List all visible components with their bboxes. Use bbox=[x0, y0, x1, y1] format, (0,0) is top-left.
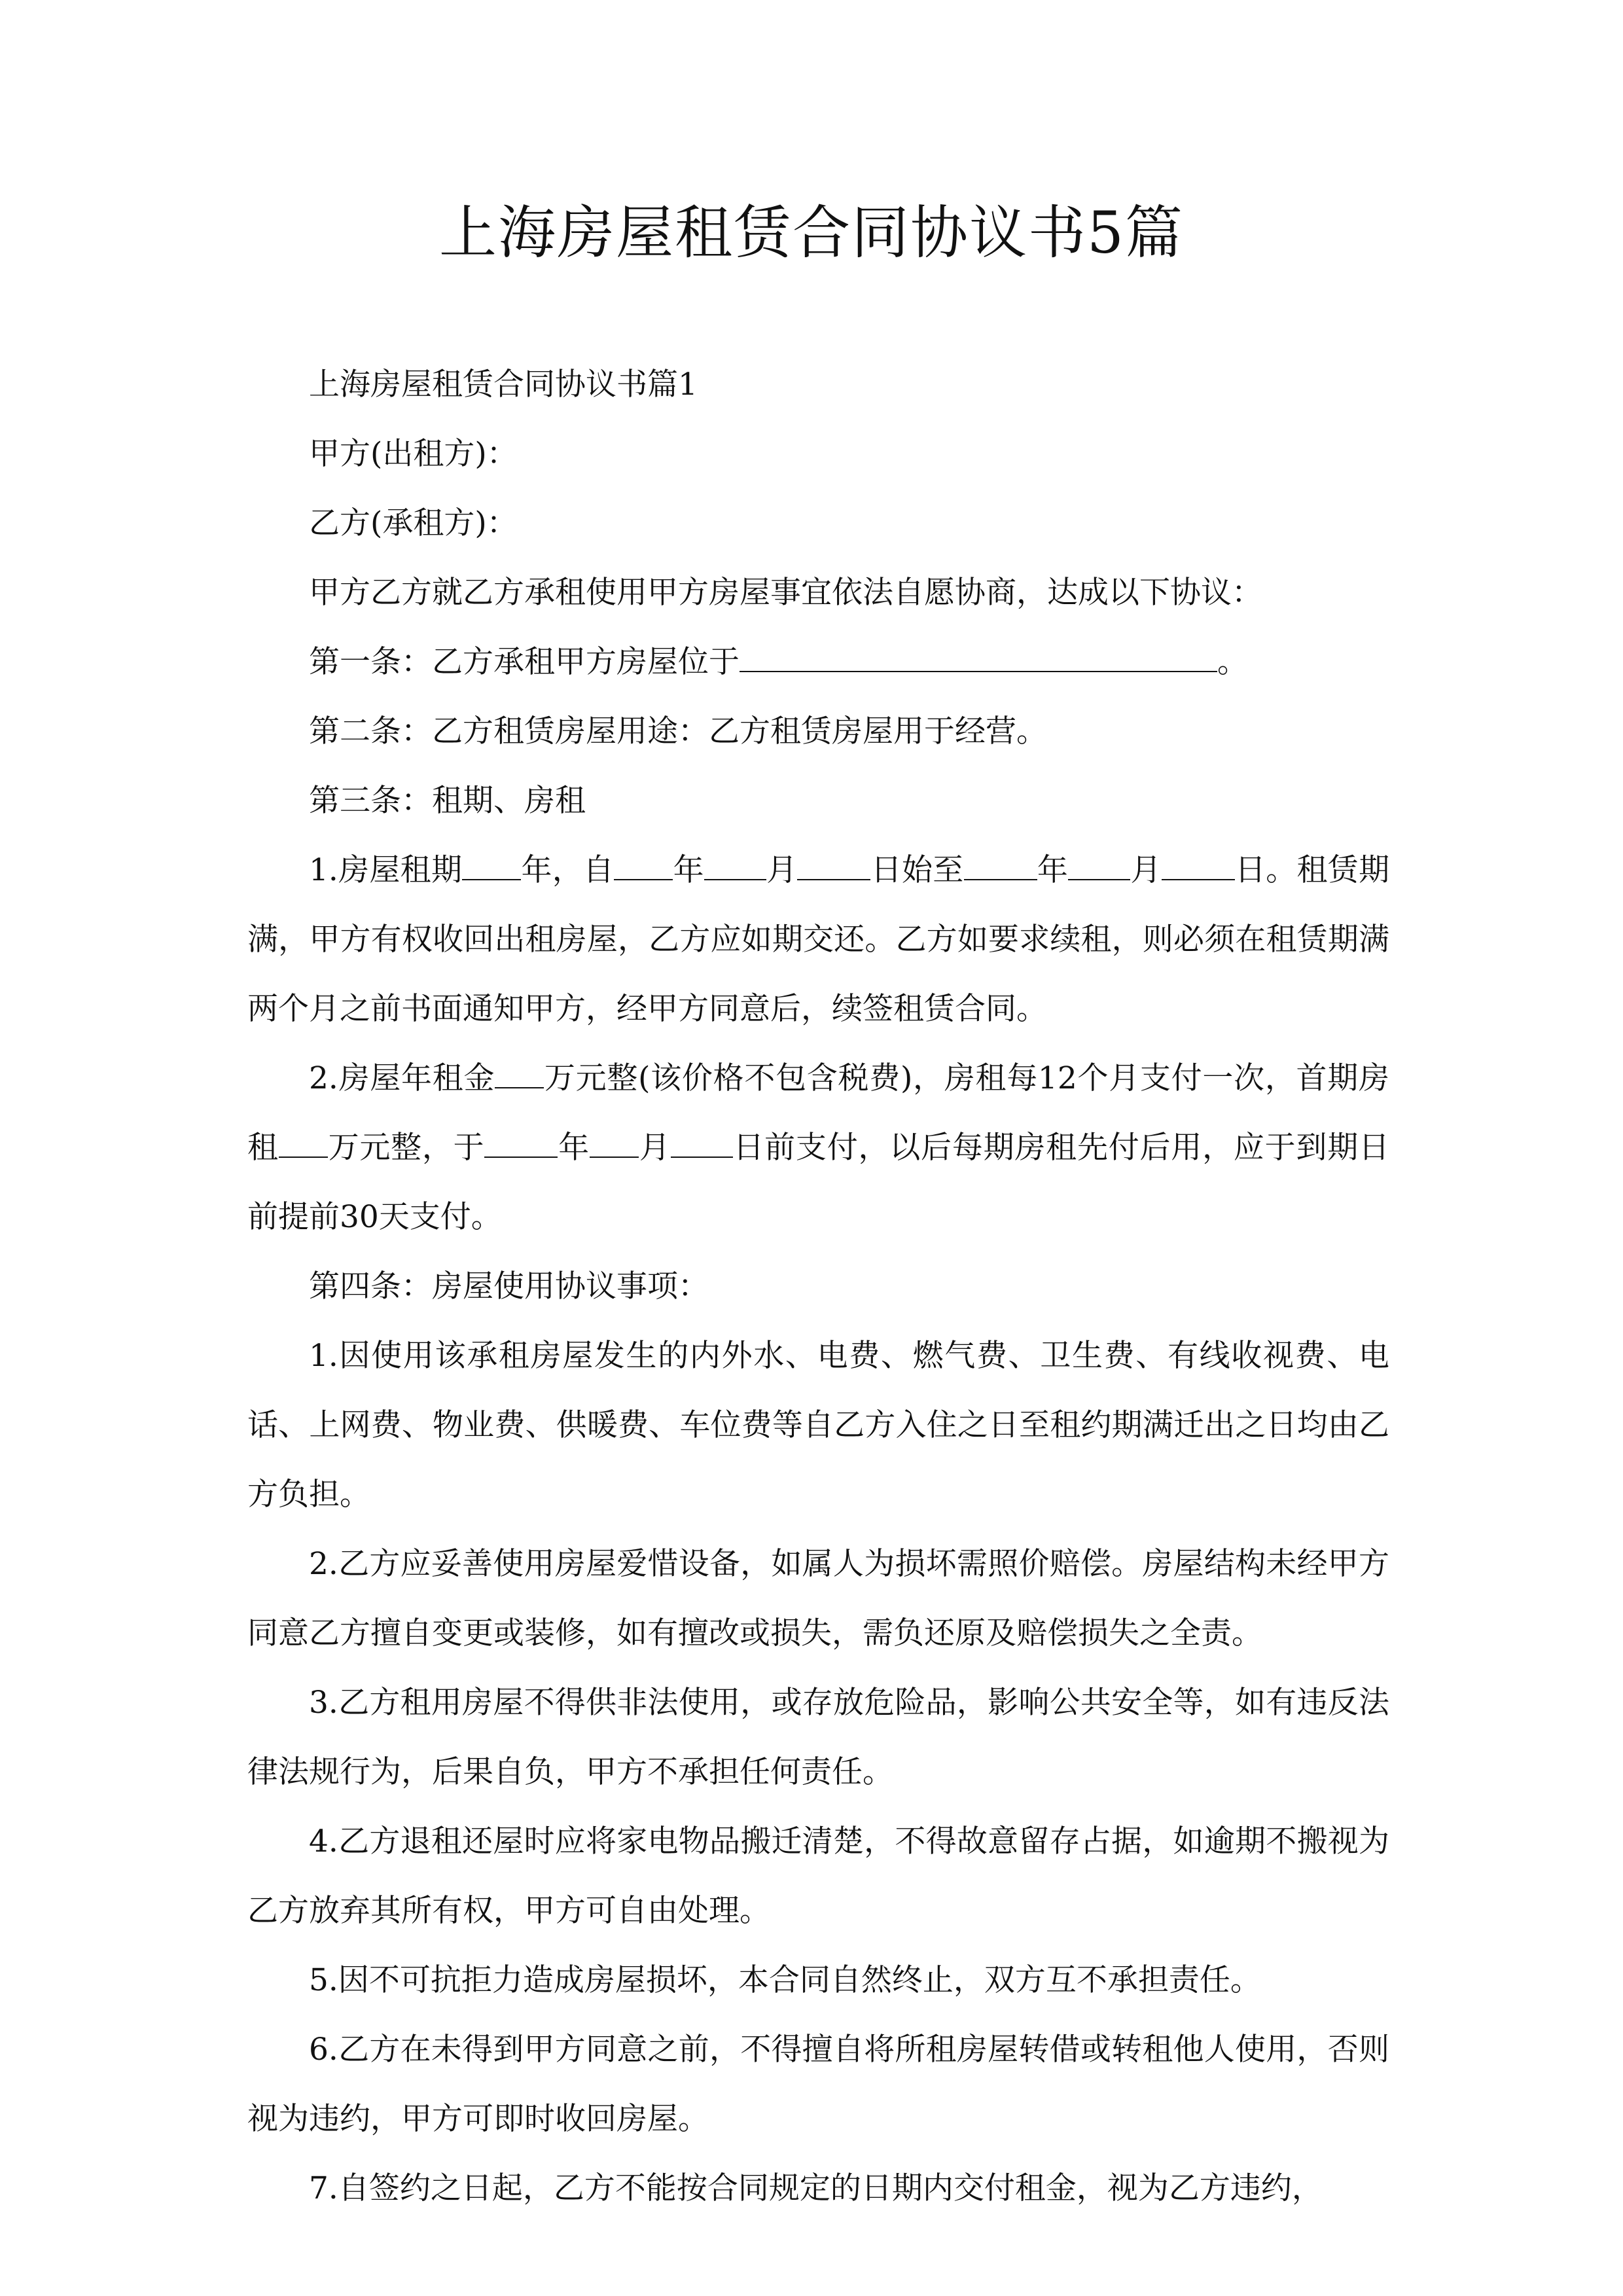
item-4-1: 1.因使用该承租房屋发生的内外水、电费、燃气费、卫生费、有线收视费、电话、上网费、物业费、供暖费、车位费等自乙方入住之日至租约期满迁出之日均由乙方负担。 bbox=[247, 1338, 1389, 1513]
end-year-blank bbox=[964, 853, 1037, 880]
item-3-1-text: 日始至 bbox=[870, 852, 964, 888]
article-3: 第三条：租期、房租 bbox=[309, 783, 586, 819]
item-4-4: 4.乙方退租还屋时应将家电物品搬迁清楚，不得故意留存占据，如逾期不搬视为乙方放弃其所有权，甲方可自由处理。 bbox=[247, 1823, 1389, 1929]
section-heading: 上海房屋租赁合同协议书篇1 bbox=[309, 367, 698, 403]
item-3-2-text: 月 bbox=[639, 1130, 671, 1166]
pay-year-blank bbox=[484, 1130, 558, 1158]
article-1 bbox=[247, 628, 1389, 697]
party-a-line: 甲方(出租方)： bbox=[309, 436, 518, 472]
article-1-end: 。 bbox=[1217, 644, 1248, 680]
item-4-2: 2.乙方应妥善使用房屋爱惜设备，如属人为损坏需照价赔偿。房屋结构未经甲方同意乙方擅自变更或装修，如有擅改或损失，需负还原及赔偿损失之全责。 bbox=[247, 1546, 1389, 1651]
start-month-blank bbox=[704, 853, 766, 880]
item-3-1-text: 年，自 bbox=[521, 852, 615, 888]
item-4-7: 7.自签约之日起，乙方不能按合同规定的日期内交付租金，视为乙方违约， bbox=[309, 2170, 1323, 2206]
start-day-blank bbox=[797, 853, 870, 880]
location-blank bbox=[740, 645, 1217, 672]
annual-rent-blank bbox=[495, 1061, 544, 1088]
party-b-line: 乙方(承租方)： bbox=[309, 505, 518, 541]
item-3-1-text: 日。租赁期满，甲方有权收回出租房屋，乙方应如期交还。乙方如要求续租，则必须在租赁期满两个月之前书面通知甲方，经甲方同意后，续签租赁合同。 bbox=[247, 852, 1390, 1027]
first-rent-blank bbox=[279, 1130, 328, 1158]
item-3-1-text: 年 bbox=[1037, 852, 1069, 888]
item-3-2-text: 年 bbox=[558, 1130, 590, 1166]
intro-paragraph: 甲方乙方就乙方承租使用甲方房屋事宜依法自愿协商，达成以下协议： bbox=[309, 575, 1262, 611]
item-3-2-text: 万元整，于 bbox=[327, 1130, 485, 1166]
article-1-text: 第一条：乙方承租甲方房屋位于 bbox=[309, 644, 740, 680]
item-4-3: 3.乙方租用房屋不得供非法使用，或存放危险品，影响公共安全等，如有违反法律法规行为，后果自负，甲方不承担任何责任。 bbox=[247, 1685, 1389, 1790]
article-4: 第四条：房屋使用协议事项： bbox=[309, 1268, 709, 1304]
end-month-blank bbox=[1068, 853, 1130, 880]
pay-month-blank bbox=[590, 1130, 639, 1158]
item-3-1 bbox=[247, 836, 1389, 1044]
item-3-2-text: 万元整(该价格不包含税费)，房租每12个月支付一次，首期房租 bbox=[247, 1060, 1389, 1166]
article-2: 第二条：乙方租赁房屋用途：乙方租赁房屋用于经营。 bbox=[309, 713, 1047, 749]
pay-day-blank bbox=[671, 1130, 733, 1158]
start-year-blank bbox=[614, 853, 673, 880]
document-body bbox=[247, 350, 1389, 2223]
item-3-2-text: 日前支付，以后每期房租先付后用，应于到期日前提前30天支付。 bbox=[247, 1130, 1389, 1235]
end-day-blank bbox=[1162, 853, 1235, 880]
item-3-1-text: 1.房屋租期 bbox=[309, 852, 463, 888]
item-3-1-text: 年 bbox=[673, 852, 704, 888]
document-title: 上海房屋租赁合同协议书5篇 bbox=[439, 199, 1184, 266]
item-3-1-text: 月 bbox=[766, 852, 798, 888]
item-4-6: 6.乙方在未得到甲方同意之前，不得擅自将所租房屋转借或转租他人使用，否则视为违约，甲方可即时收回房屋。 bbox=[247, 2032, 1389, 2137]
item-3-1-text: 月 bbox=[1130, 852, 1162, 888]
lease-years-blank bbox=[462, 853, 521, 880]
item-4-5: 5.因不可抗拒力造成房屋损坏，本合同自然终止，双方互不承担责任。 bbox=[309, 1962, 1261, 1998]
item-3-2 bbox=[247, 1044, 1389, 1252]
item-3-2-text: 2.房屋年租金 bbox=[309, 1060, 495, 1096]
